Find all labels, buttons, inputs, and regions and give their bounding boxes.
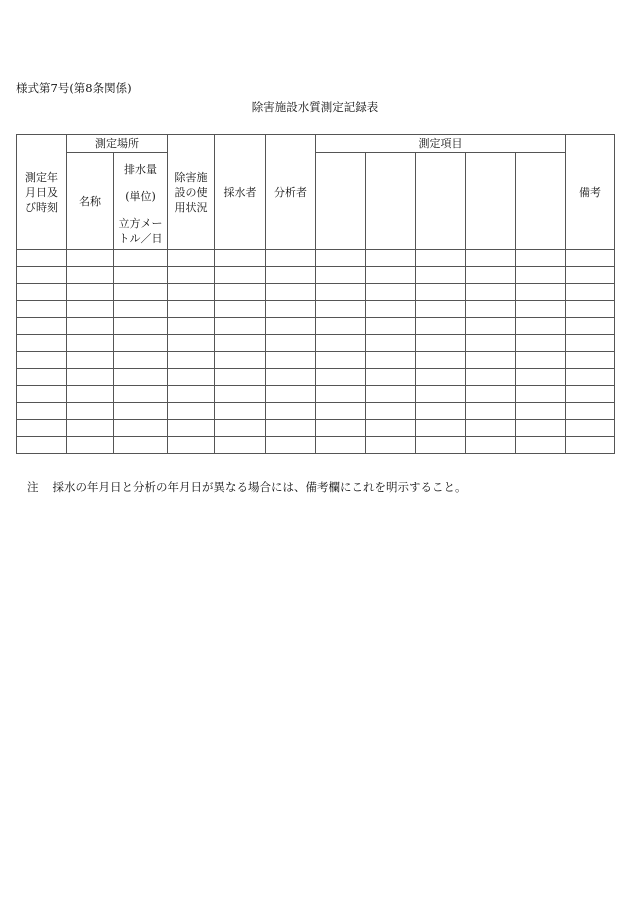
table-cell[interactable] — [566, 437, 615, 454]
header-facility-line: 除害施 — [174, 170, 208, 184]
table-cell[interactable] — [67, 267, 114, 284]
header-discharge-line: トル／日 — [118, 232, 163, 245]
header-measurement-items: 測定項目 — [316, 135, 566, 153]
table-cell[interactable] — [17, 386, 67, 403]
table-cell[interactable] — [516, 420, 566, 437]
item-column-3 — [416, 153, 466, 250]
table-cell[interactable] — [416, 369, 466, 386]
table-cell[interactable] — [215, 386, 266, 403]
table-cell[interactable] — [566, 301, 615, 318]
table-cell[interactable] — [466, 403, 516, 420]
table-cell[interactable] — [67, 386, 114, 403]
table-cell[interactable] — [168, 437, 215, 454]
table-cell[interactable] — [316, 335, 366, 352]
table-cell[interactable] — [416, 420, 466, 437]
table-cell[interactable] — [215, 301, 266, 318]
table-cell[interactable] — [516, 352, 566, 369]
table-cell[interactable] — [566, 284, 615, 301]
header-datetime-line: 測定年 — [25, 170, 58, 184]
table-cell[interactable] — [114, 301, 168, 318]
header-discharge-line: 立方メー — [118, 217, 163, 230]
table-row — [17, 250, 615, 267]
item-column-5 — [516, 153, 566, 250]
table-cell[interactable] — [17, 437, 67, 454]
table-cell[interactable] — [416, 352, 466, 369]
table-cell[interactable] — [516, 250, 566, 267]
table-cell[interactable] — [67, 352, 114, 369]
footnote-mark: 注 — [27, 480, 39, 494]
table-cell[interactable] — [114, 284, 168, 301]
table-cell[interactable] — [168, 386, 215, 403]
table-cell[interactable] — [168, 267, 215, 284]
table-cell[interactable] — [466, 301, 516, 318]
form-number: 様式第7号(第8条関係) — [16, 81, 132, 95]
table-cell[interactable] — [67, 284, 114, 301]
table-cell[interactable] — [566, 318, 615, 335]
table-cell[interactable] — [67, 318, 114, 335]
table-cell[interactable] — [215, 318, 266, 335]
table-cell[interactable] — [366, 267, 416, 284]
header-facility-line: 設の使 — [174, 185, 208, 199]
table-cell[interactable] — [566, 335, 615, 352]
table-cell[interactable] — [67, 437, 114, 454]
table-row — [17, 352, 615, 369]
table-cell[interactable] — [114, 250, 168, 267]
table-cell[interactable] — [416, 386, 466, 403]
table-row — [17, 403, 615, 420]
table-cell[interactable] — [17, 267, 67, 284]
table-cell[interactable] — [266, 369, 316, 386]
table-cell[interactable] — [366, 352, 416, 369]
table-cell[interactable] — [215, 284, 266, 301]
header-discharge-line: 排水量 — [124, 163, 157, 176]
table-row — [17, 335, 615, 352]
table-cell[interactable] — [266, 420, 316, 437]
table-cell[interactable] — [168, 318, 215, 335]
table-cell[interactable] — [316, 352, 366, 369]
header-datetime-line: び時刻 — [25, 200, 58, 214]
table-cell[interactable] — [466, 420, 516, 437]
table-row — [17, 369, 615, 386]
table-cell[interactable] — [215, 420, 266, 437]
table-cell[interactable] — [566, 369, 615, 386]
table-cell[interactable] — [17, 420, 67, 437]
item-column-4 — [466, 153, 516, 250]
table-cell[interactable] — [416, 301, 466, 318]
item-column-1 — [316, 153, 366, 250]
table-cell[interactable] — [215, 437, 266, 454]
table-cell[interactable] — [17, 284, 67, 301]
table-cell[interactable] — [215, 335, 266, 352]
table-cell[interactable] — [516, 403, 566, 420]
table-cell[interactable] — [466, 284, 516, 301]
table-cell[interactable] — [114, 386, 168, 403]
table-cell[interactable] — [466, 335, 516, 352]
table-cell[interactable] — [17, 335, 67, 352]
table-cell[interactable] — [266, 318, 316, 335]
table-cell[interactable] — [67, 335, 114, 352]
table-cell[interactable] — [17, 301, 67, 318]
header-name: 名称 — [67, 153, 114, 250]
table-cell[interactable] — [168, 352, 215, 369]
table-cell[interactable] — [366, 403, 416, 420]
table-cell[interactable] — [316, 403, 366, 420]
table-cell[interactable] — [266, 301, 316, 318]
table-row — [17, 284, 615, 301]
table-cell[interactable] — [114, 420, 168, 437]
footnote-text: 採水の年月日と分析の年月日が異なる場合には、備考欄にこれを明示すること。 — [52, 480, 467, 494]
header-datetime — [17, 135, 67, 250]
table-cell[interactable] — [168, 250, 215, 267]
header-sampler: 採水者 — [215, 135, 266, 250]
table-cell[interactable] — [316, 318, 366, 335]
table-cell[interactable] — [516, 301, 566, 318]
table-cell[interactable] — [114, 369, 168, 386]
table-cell[interactable] — [114, 403, 168, 420]
table-cell[interactable] — [466, 437, 516, 454]
table-cell[interactable] — [316, 267, 366, 284]
table-cell[interactable] — [466, 250, 516, 267]
table-cell[interactable] — [168, 369, 215, 386]
table-cell[interactable] — [416, 318, 466, 335]
header-location: 測定場所 — [67, 135, 168, 153]
table-cell[interactable] — [67, 301, 114, 318]
table-cell[interactable] — [516, 369, 566, 386]
table-cell[interactable] — [266, 437, 316, 454]
table-cell[interactable] — [168, 420, 215, 437]
header-datetime-line: 月日及 — [25, 185, 58, 199]
table-cell[interactable] — [67, 403, 114, 420]
table-cell[interactable] — [266, 267, 316, 284]
table-row — [17, 420, 615, 437]
footnote — [27, 479, 467, 495]
table-cell[interactable] — [316, 386, 366, 403]
table-cell[interactable] — [114, 318, 168, 335]
table-cell[interactable] — [215, 352, 266, 369]
table-cell[interactable] — [466, 386, 516, 403]
table-cell[interactable] — [215, 267, 266, 284]
header-discharge — [114, 153, 168, 250]
table-cell[interactable] — [316, 369, 366, 386]
table-cell[interactable] — [266, 335, 316, 352]
table-cell[interactable] — [366, 369, 416, 386]
table-row — [17, 386, 615, 403]
page-title: 除害施設水質測定記録表 — [251, 100, 379, 114]
table-cell[interactable] — [566, 352, 615, 369]
table-cell[interactable] — [466, 369, 516, 386]
table-cell[interactable] — [17, 250, 67, 267]
header-facility-line: 用状況 — [174, 200, 208, 214]
table-cell[interactable] — [17, 403, 67, 420]
table-cell[interactable] — [366, 437, 416, 454]
table-cell[interactable] — [17, 318, 67, 335]
table-cell[interactable] — [266, 352, 316, 369]
header-facility-usage — [168, 135, 215, 250]
table-cell[interactable] — [516, 335, 566, 352]
table-cell[interactable] — [114, 267, 168, 284]
item-column-2 — [366, 153, 416, 250]
table-cell[interactable] — [316, 284, 366, 301]
table-cell[interactable] — [67, 250, 114, 267]
header-analyst: 分析者 — [266, 135, 316, 250]
table-cell[interactable] — [366, 386, 416, 403]
table-cell[interactable] — [17, 369, 67, 386]
table-cell[interactable] — [566, 386, 615, 403]
table-cell[interactable] — [366, 318, 416, 335]
table-cell[interactable] — [416, 284, 466, 301]
table-cell[interactable] — [466, 318, 516, 335]
table-cell[interactable] — [316, 420, 366, 437]
table-cell[interactable] — [416, 437, 466, 454]
table-cell[interactable] — [416, 250, 466, 267]
table-cell[interactable] — [114, 437, 168, 454]
table-cell[interactable] — [114, 335, 168, 352]
header-discharge-line: (単位) — [125, 190, 156, 203]
table-cell[interactable] — [67, 420, 114, 437]
table-cell[interactable] — [266, 284, 316, 301]
table-cell[interactable] — [168, 301, 215, 318]
table-cell[interactable] — [215, 369, 266, 386]
table-cell[interactable] — [516, 437, 566, 454]
table-row — [17, 267, 615, 284]
header-remarks: 備考 — [566, 135, 615, 250]
table-cell[interactable] — [366, 250, 416, 267]
table-cell[interactable] — [516, 284, 566, 301]
table-cell[interactable] — [416, 335, 466, 352]
table-cell[interactable] — [168, 284, 215, 301]
table-row — [17, 318, 615, 335]
table-cell[interactable] — [316, 437, 366, 454]
table-cell[interactable] — [168, 403, 215, 420]
table-cell[interactable] — [366, 335, 416, 352]
table-cell[interactable] — [17, 352, 67, 369]
table-cell[interactable] — [566, 403, 615, 420]
table-cell[interactable] — [366, 301, 416, 318]
table-cell[interactable] — [266, 403, 316, 420]
table-cell[interactable] — [114, 352, 168, 369]
table-cell[interactable] — [266, 250, 316, 267]
table-cell[interactable] — [566, 267, 615, 284]
table-row — [17, 437, 615, 454]
table-cell[interactable] — [566, 420, 615, 437]
table-cell[interactable] — [416, 267, 466, 284]
table-cell[interactable] — [316, 250, 366, 267]
table-cell[interactable] — [416, 403, 466, 420]
table-cell[interactable] — [168, 335, 215, 352]
table-cell[interactable] — [516, 267, 566, 284]
table-cell[interactable] — [316, 301, 366, 318]
table-cell[interactable] — [516, 318, 566, 335]
table-cell[interactable] — [516, 386, 566, 403]
table-cell[interactable] — [266, 386, 316, 403]
table-row — [17, 301, 615, 318]
table-cell[interactable] — [566, 250, 615, 267]
table-cell[interactable] — [215, 250, 266, 267]
table-cell[interactable] — [215, 403, 266, 420]
table-cell[interactable] — [67, 369, 114, 386]
table-cell[interactable] — [466, 267, 516, 284]
table-cell[interactable] — [466, 352, 516, 369]
measurement-record-table — [16, 134, 615, 454]
table-cell[interactable] — [366, 420, 416, 437]
table-cell[interactable] — [366, 284, 416, 301]
